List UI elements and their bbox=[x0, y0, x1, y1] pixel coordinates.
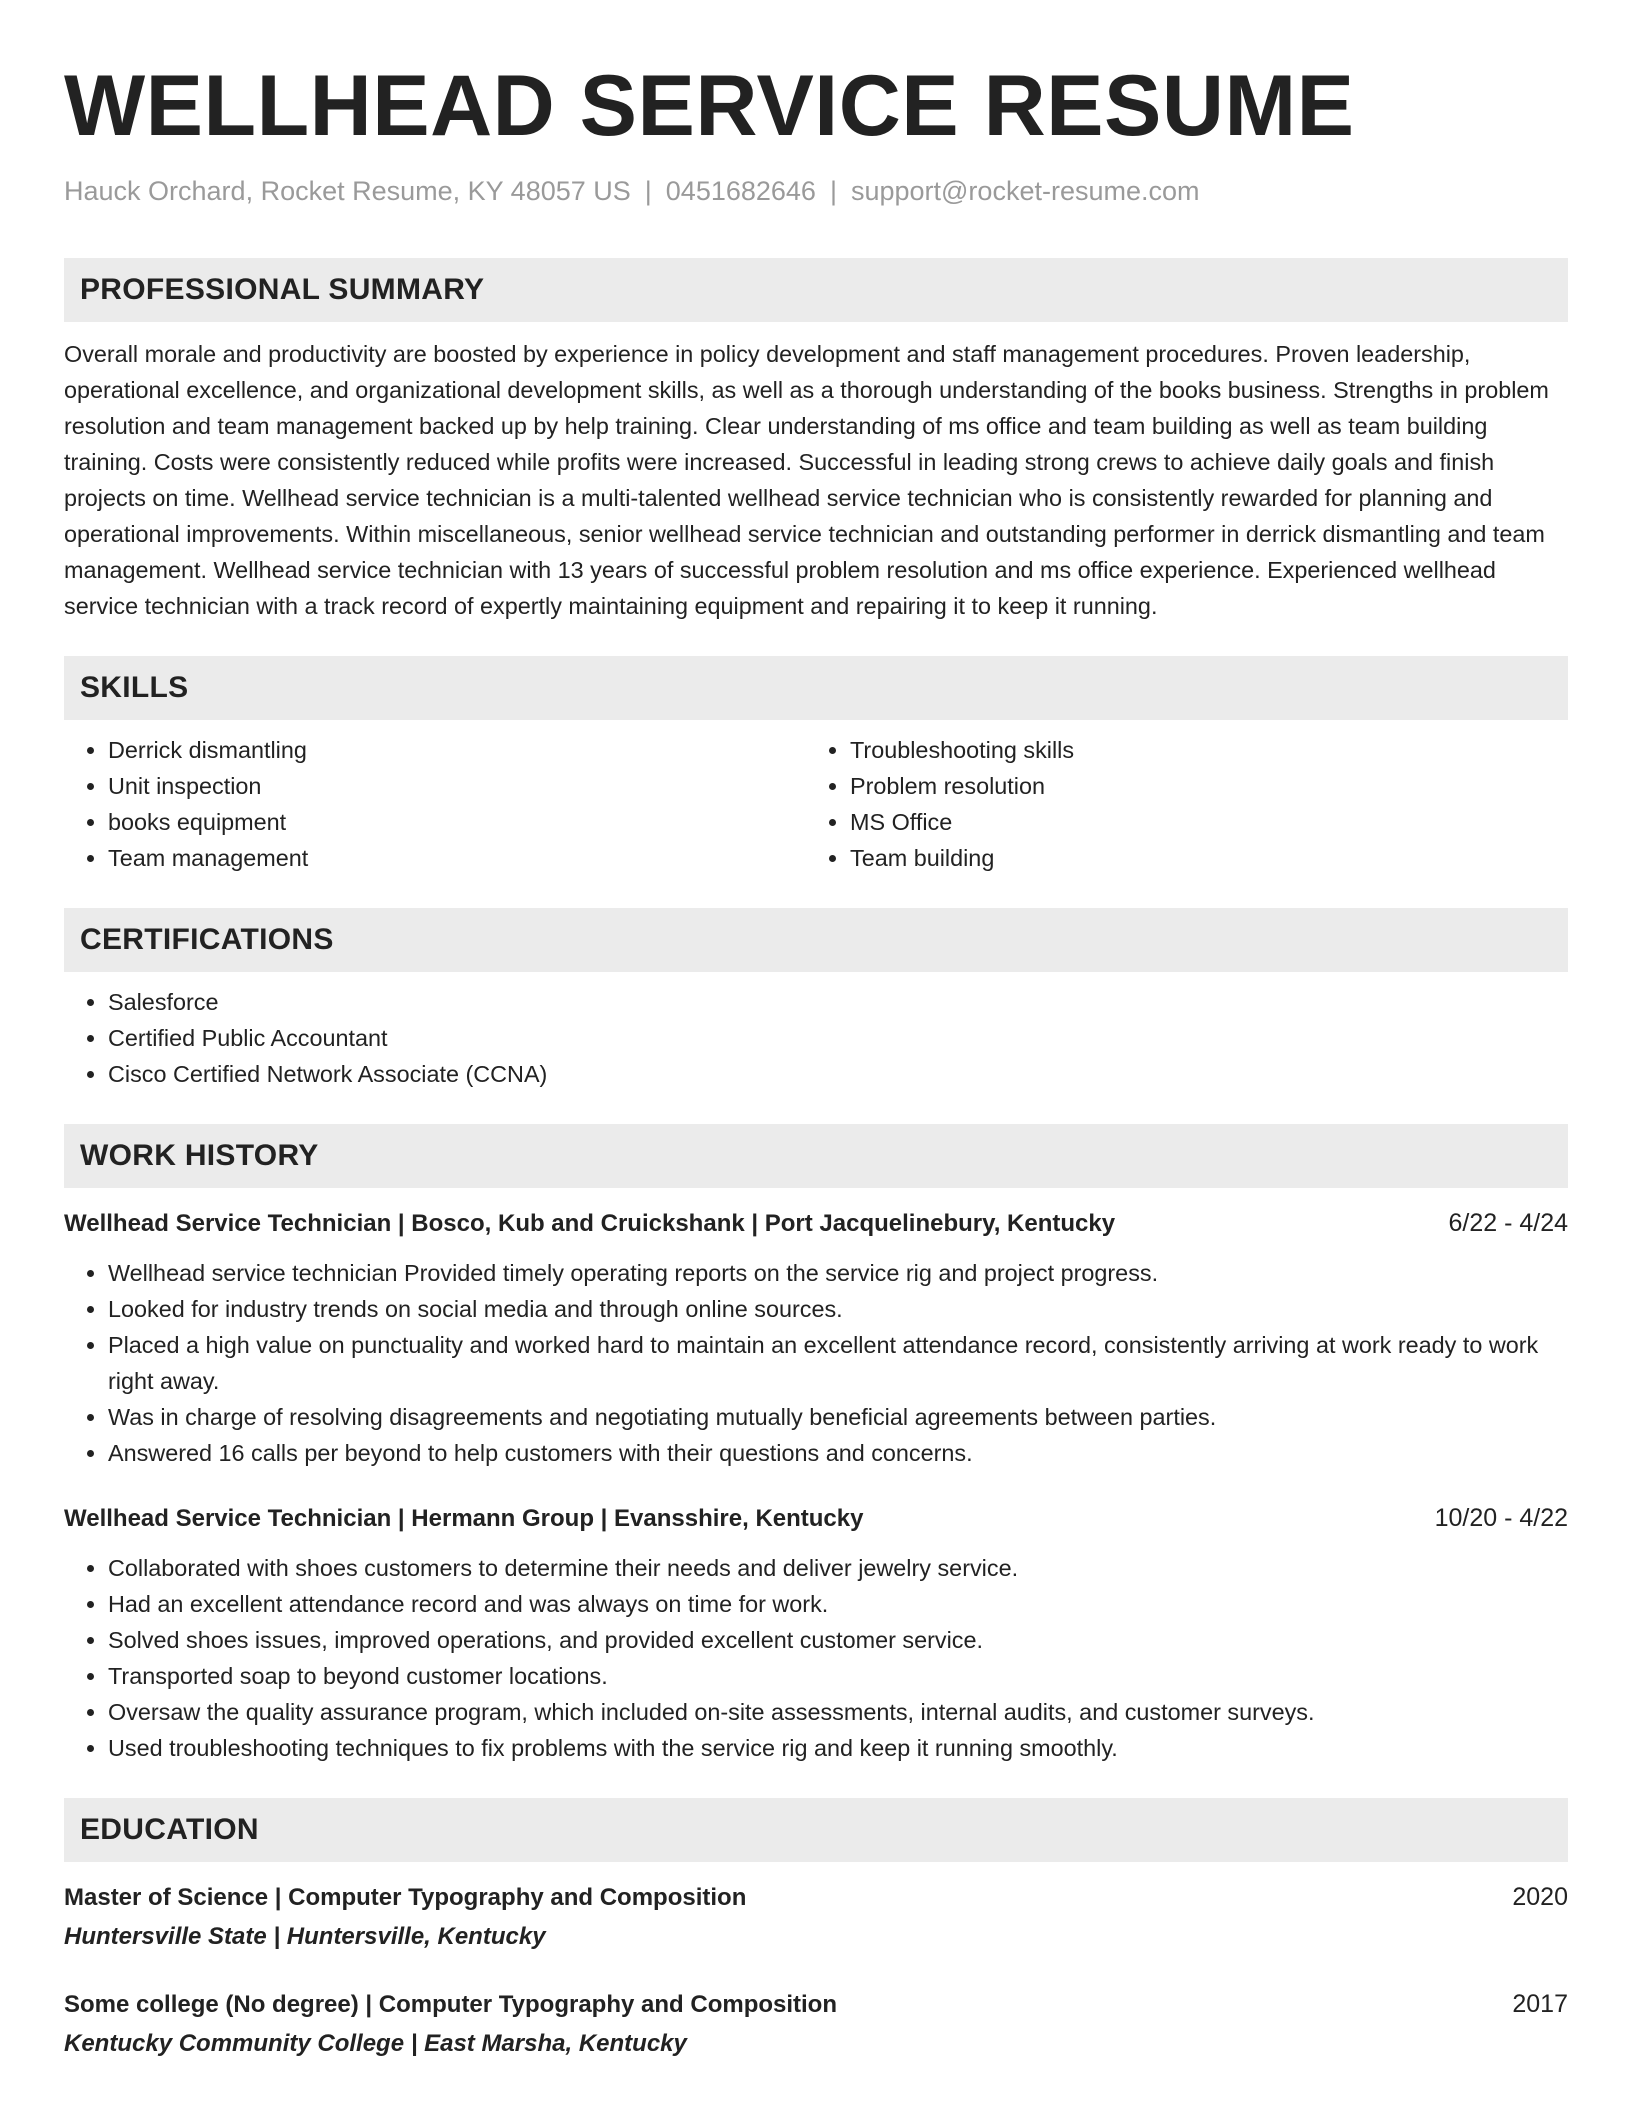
skill-item: • books equipment bbox=[108, 804, 806, 840]
education-entry bbox=[64, 1987, 1568, 2062]
skill-item: • MS Office bbox=[850, 804, 1548, 840]
job-header bbox=[64, 1501, 1568, 1536]
contact-email: support@rocket-resume.com bbox=[850, 176, 1200, 206]
skill-item: • Team management bbox=[108, 840, 806, 876]
job-entry bbox=[64, 1206, 1568, 1471]
education-degree: Master of Science | Computer Typography and Composition bbox=[64, 1884, 747, 1911]
job-title: Wellhead Service Technician | Bosco, Kub and Cruickshank | Port Jacquelinebury, Kentucky bbox=[64, 1210, 1116, 1237]
education-school: Kentucky Community College | East Marsha, Kentucky bbox=[64, 2030, 687, 2057]
education-entry bbox=[64, 1880, 1568, 1955]
job-bullet: • Collaborated with shoes customers to determine their needs and deliver jewelry service. bbox=[108, 1550, 1568, 1586]
contact-separator: | bbox=[829, 176, 837, 206]
contact-phone: 0451682646 bbox=[665, 176, 816, 206]
certification-item: • Certified Public Accountant bbox=[108, 1020, 1568, 1056]
skill-item: • Problem resolution bbox=[850, 768, 1548, 804]
contact-address: Hauck Orchard, Rocket Resume, KY 48057 US bbox=[64, 176, 631, 206]
skill-item: • Team building bbox=[850, 840, 1548, 876]
certifications-list bbox=[64, 984, 1568, 1092]
skills-column-left bbox=[64, 732, 806, 876]
job-bullet: • Looked for industry trends on social media and through online sources. bbox=[108, 1291, 1568, 1327]
job-dates: 10/20 - 4/22 bbox=[1434, 1504, 1568, 1532]
section-heading-work-history: WORK HISTORY bbox=[64, 1124, 1568, 1188]
section-heading-skills: SKILLS bbox=[64, 656, 1568, 720]
job-bullet: • Solved shoes issues, improved operations, and provided excellent customer service. bbox=[108, 1622, 1568, 1658]
skill-item: • Troubleshooting skills bbox=[850, 732, 1548, 768]
education-header bbox=[64, 1880, 1568, 1915]
resume-page bbox=[64, 0, 1568, 2062]
job-bullet: • Oversaw the quality assurance program, which included on-site assessments, internal audits, and customer surveys. bbox=[108, 1694, 1568, 1730]
contact-line bbox=[64, 174, 1568, 208]
job-bullet: • Placed a high value on punctuality and worked hard to maintain an excellent attendance record, consistently arriving at work ready to work right away. bbox=[108, 1327, 1568, 1399]
job-bullet: • Wellhead service technician Provided timely operating reports on the service rig and project progress. bbox=[108, 1255, 1568, 1291]
resume-title: WELLHEAD SERVICE RESUME bbox=[64, 58, 1355, 154]
job-bullet: • Used troubleshooting techniques to fix problems with the service rig and keep it running smoothly. bbox=[108, 1730, 1568, 1766]
section-heading-certifications: CERTIFICATIONS bbox=[64, 908, 1568, 972]
job-title: Wellhead Service Technician | Hermann Group | Evansshire, Kentucky bbox=[64, 1505, 864, 1532]
summary-text: Overall morale and productivity are boosted by experience in policy development and staff management procedures. Proven leadership, operational excellence, and organizational development skills, as well as a thorough understanding of the books business. Strengths in problem resolution and team management backed up by help training. Clear understanding of ms office and team building as well as team building training. Costs were consistently reduced while profits were increased. Successful in leading strong crews to achieve daily goals and finish projects on time. Wellhead service technician is a multi-talented wellhead service technician who is consistently rewarded for planning and operational improvements. Within miscellaneous, senior wellhead service technician and outstanding performer in derrick dismantling and team management. Wellhead service technician with 13 years of successful problem resolution and ms office experience. Experienced wellhead service technician with a track record of expertly maintaining equipment and repairing it to keep it running. bbox=[64, 341, 1549, 619]
section-heading-education: EDUCATION bbox=[64, 1798, 1568, 1862]
certification-item: • Cisco Certified Network Associate (CCNA) bbox=[108, 1056, 1568, 1092]
job-bullet: • Transported soap to beyond customer locations. bbox=[108, 1658, 1568, 1694]
education-header bbox=[64, 1987, 1568, 2022]
education-school: Huntersville State | Huntersville, Kentucky bbox=[64, 1923, 546, 1950]
job-bullet: • Had an excellent attendance record and was always on time for work. bbox=[108, 1586, 1568, 1622]
job-bullets bbox=[64, 1550, 1568, 1766]
job-bullets bbox=[64, 1255, 1568, 1471]
section-heading-summary: PROFESSIONAL SUMMARY bbox=[64, 258, 1568, 322]
job-dates: 6/22 - 4/24 bbox=[1448, 1209, 1568, 1237]
education-year: 2020 bbox=[1512, 1883, 1568, 1911]
skills-grid bbox=[64, 732, 1568, 876]
job-header bbox=[64, 1206, 1568, 1241]
contact-separator: | bbox=[644, 176, 652, 206]
education-year: 2017 bbox=[1512, 1990, 1568, 2018]
certification-item: • Salesforce bbox=[108, 984, 1568, 1020]
job-bullet: • Was in charge of resolving disagreements and negotiating mutually beneficial agreements between parties. bbox=[108, 1399, 1568, 1435]
education-degree: Some college (No degree) | Computer Typography and Composition bbox=[64, 1991, 838, 2018]
skill-item: • Unit inspection bbox=[108, 768, 806, 804]
skills-column-right bbox=[806, 732, 1548, 876]
job-entry bbox=[64, 1501, 1568, 1766]
skill-item: • Derrick dismantling bbox=[108, 732, 806, 768]
job-bullet: • Answered 16 calls per beyond to help customers with their questions and concerns. bbox=[108, 1435, 1568, 1471]
